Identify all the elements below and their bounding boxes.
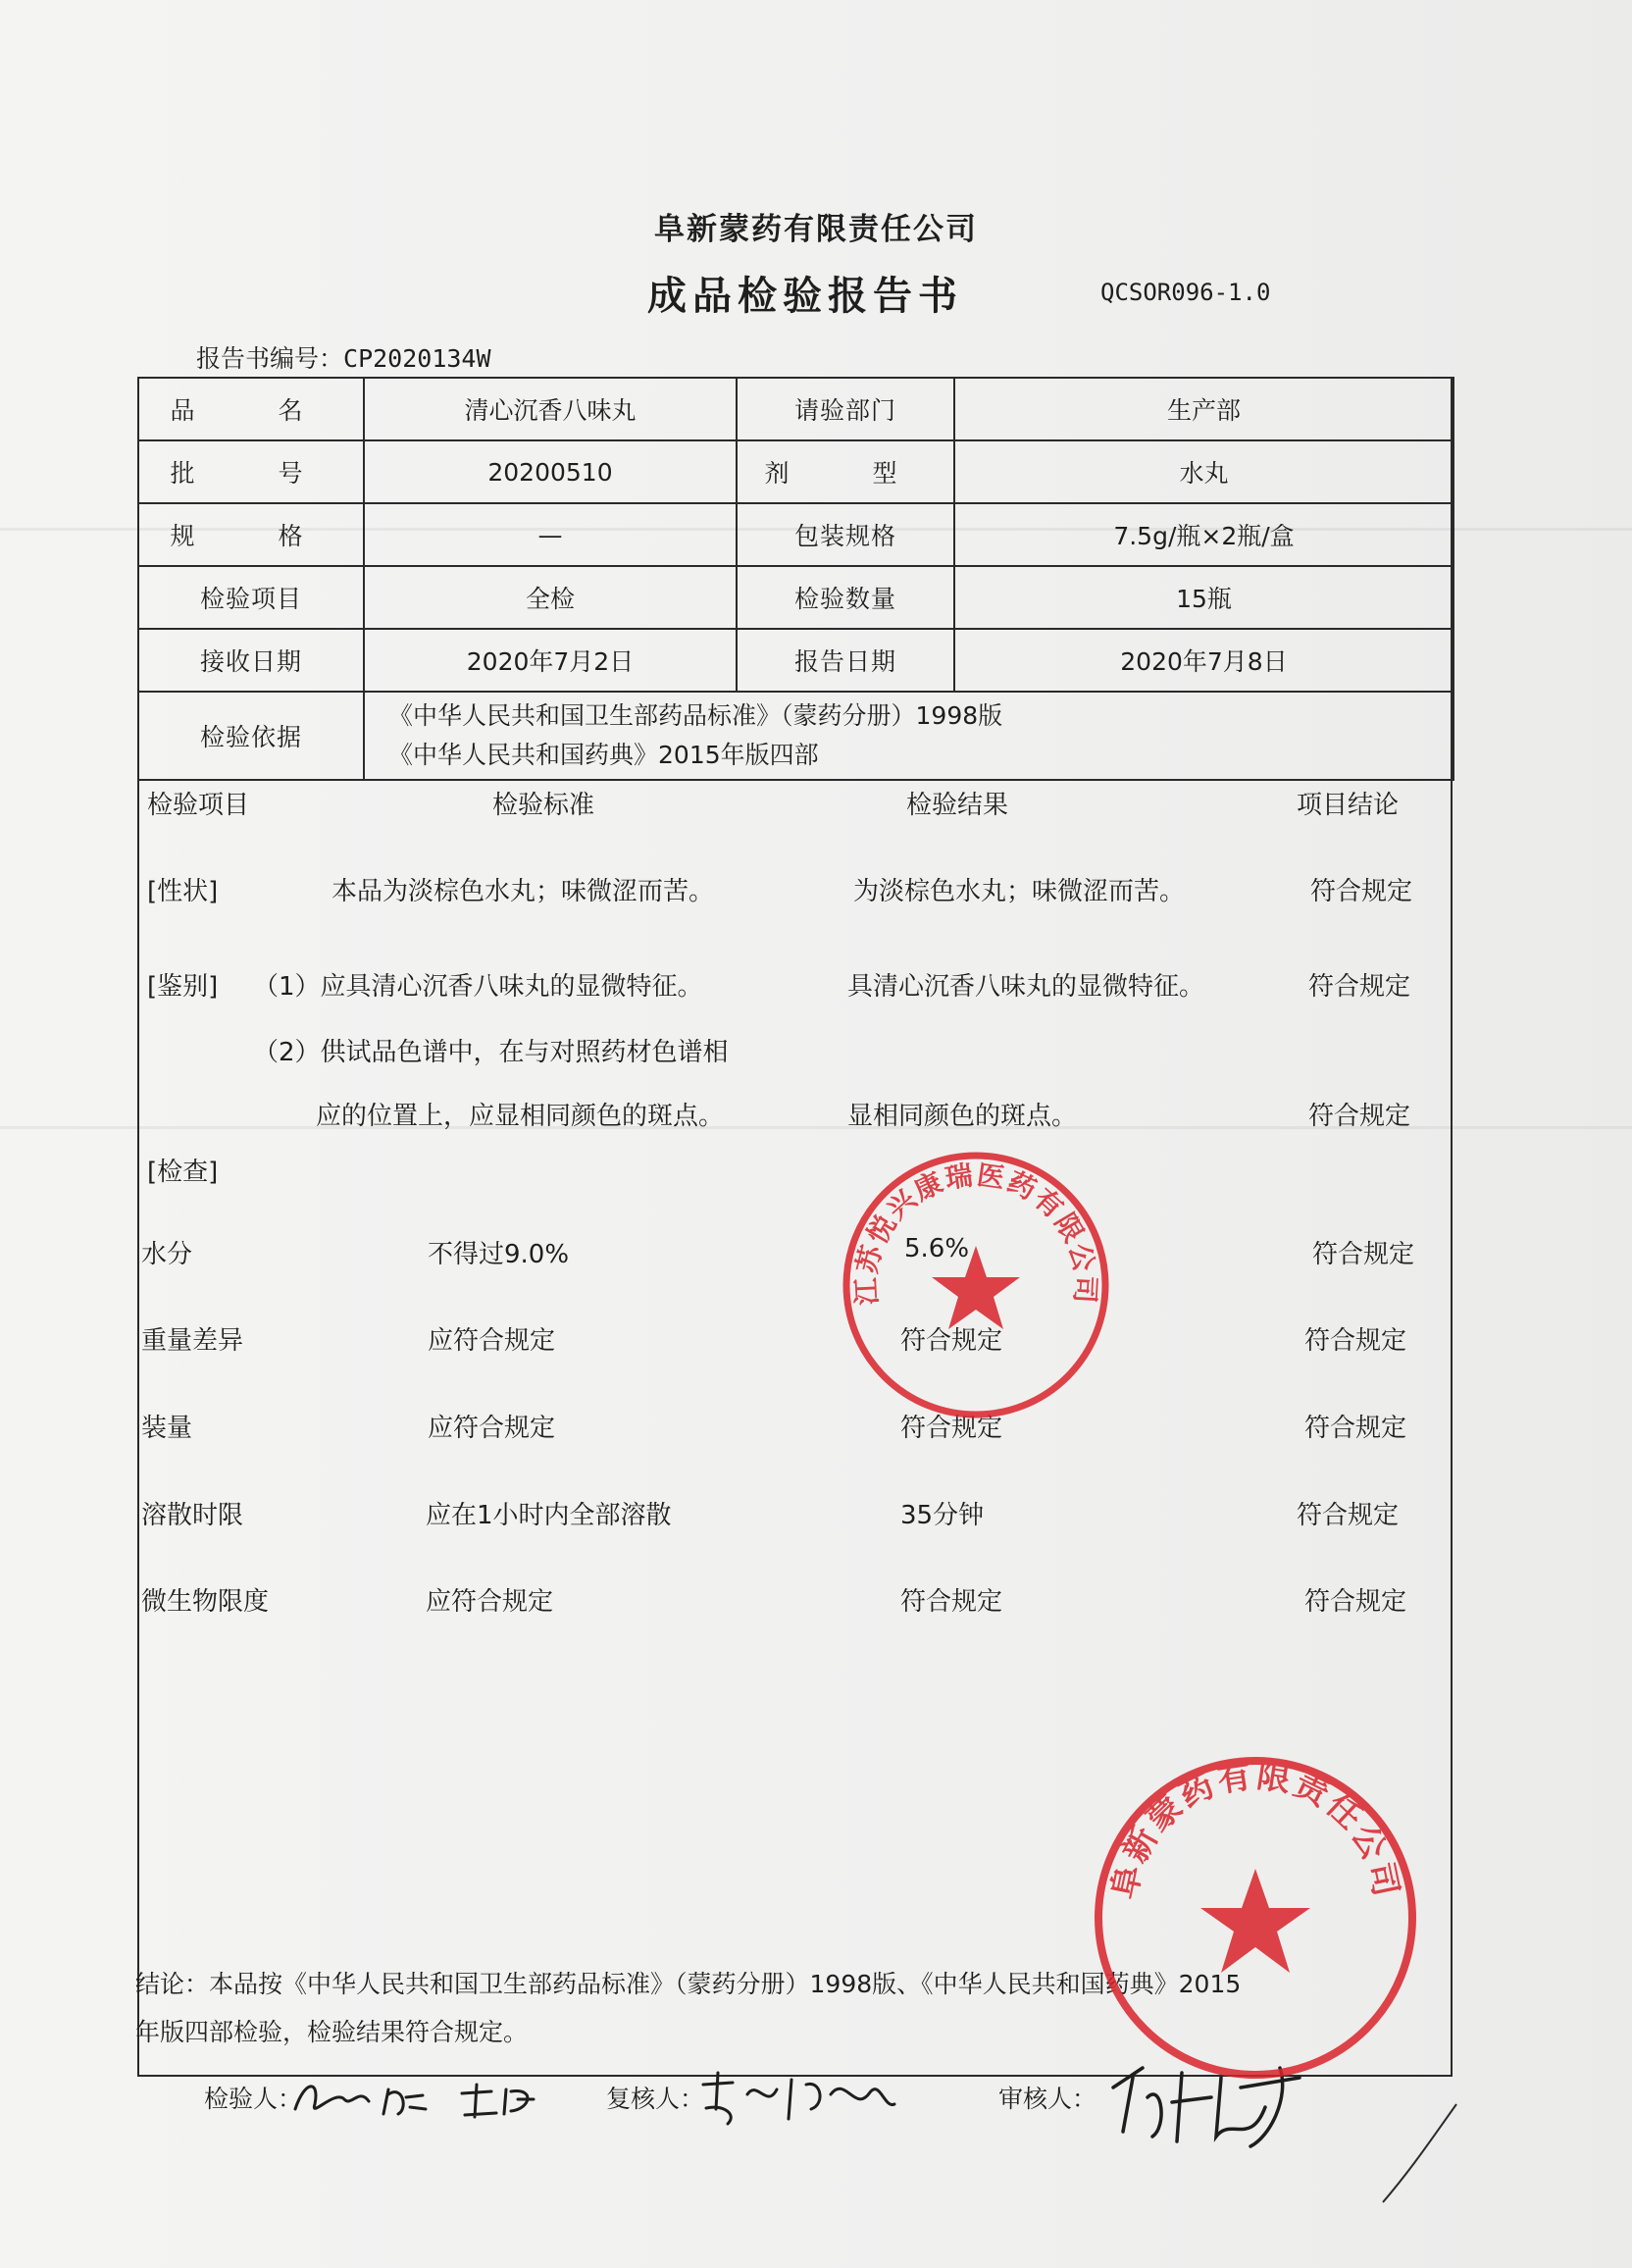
package-label: 包装规格 bbox=[737, 503, 954, 566]
product-name-value: 清心沉香八味丸 bbox=[364, 378, 737, 440]
check-item: 重量差异 bbox=[141, 1326, 244, 1356]
table-row bbox=[138, 692, 1454, 780]
quantity-value: 15瓶 bbox=[954, 566, 1454, 629]
check-result: 符合规定 bbox=[900, 1414, 1003, 1443]
identification-conclusion-2: 符合规定 bbox=[1308, 1102, 1411, 1131]
form-code: QCSOR096-1.0 bbox=[1100, 279, 1271, 306]
check-conclusion: 符合规定 bbox=[1312, 1240, 1415, 1269]
document-title: 成品检验报告书 bbox=[647, 274, 963, 319]
identification-standard-2b: 应的位置上，应显相同颜色的斑点。 bbox=[316, 1102, 725, 1131]
check-item: 微生物限度 bbox=[141, 1587, 270, 1617]
pen-stroke bbox=[1373, 2099, 1461, 2207]
identification-result-2: 显相同颜色的斑点。 bbox=[847, 1102, 1078, 1131]
check-result: 35分钟 bbox=[900, 1501, 985, 1530]
basis-line-1: 《中华人民共和国卫生部药品标准》（蒙药分册）1998版 bbox=[388, 701, 1003, 730]
table-row bbox=[138, 566, 1454, 629]
dosage-label: 剂 型 bbox=[737, 440, 954, 503]
check-item: 溶散时限 bbox=[141, 1501, 244, 1530]
conclusion-line-1: 结论：本品按《中华人民共和国卫生部药品标准》（蒙药分册）1998版、《中华人民共和国药典》2015 bbox=[135, 1970, 1242, 1998]
report-date-value: 2020年7月8日 bbox=[954, 629, 1454, 692]
check-result: 符合规定 bbox=[900, 1587, 1003, 1617]
report-date-label: 报告日期 bbox=[737, 629, 954, 692]
reviewer-label: 复核人： bbox=[606, 2085, 705, 2113]
report-number-value: CP2020134W bbox=[343, 344, 491, 373]
stamp-seal-1 bbox=[839, 1148, 1113, 1422]
check-conclusion: 符合规定 bbox=[1304, 1326, 1407, 1356]
batch-value: 20200510 bbox=[364, 440, 737, 503]
check-conclusion: 符合规定 bbox=[1304, 1587, 1407, 1617]
check-item: 装量 bbox=[141, 1414, 193, 1443]
svg-text:阜新蒙药有限责任公司: 阜新蒙药有限责任公司 bbox=[1104, 1756, 1406, 1903]
inspector-label: 检验人： bbox=[204, 2085, 303, 2113]
identification-result-1: 具清心沉香八味丸的显微特征。 bbox=[847, 972, 1205, 1002]
col-header-standard: 检验标准 bbox=[492, 791, 595, 820]
conclusion-line-2: 年版四部检验，检验结果符合规定。 bbox=[135, 2018, 529, 2046]
table-row bbox=[138, 378, 1454, 440]
check-standard: 应在1小时内全部溶散 bbox=[426, 1501, 672, 1530]
received-value: 2020年7月2日 bbox=[364, 629, 737, 692]
check-result: 符合规定 bbox=[900, 1326, 1003, 1356]
company-name: 阜新蒙药有限责任公司 bbox=[654, 212, 978, 247]
inspector-signature bbox=[290, 2070, 585, 2129]
character-label: [性状] bbox=[147, 877, 219, 906]
item-value: 全检 bbox=[364, 566, 737, 629]
dept-value: 生产部 bbox=[954, 378, 1454, 440]
table-row bbox=[138, 440, 1454, 503]
check-standard: 应符合规定 bbox=[428, 1326, 556, 1356]
check-item: 水分 bbox=[141, 1240, 193, 1269]
reviewer-signature bbox=[698, 2065, 904, 2134]
approver-label: 审核人： bbox=[998, 2085, 1097, 2113]
col-header-conclusion: 项目结论 bbox=[1297, 791, 1400, 820]
dept-label: 请验部门 bbox=[737, 378, 954, 440]
package-value: 7.5g/瓶×2瓶/盒 bbox=[954, 503, 1454, 566]
character-standard: 本品为淡棕色水丸；味微涩而苦。 bbox=[332, 877, 715, 906]
product-name-label: 品 名 bbox=[138, 378, 364, 440]
spec-value: — bbox=[364, 503, 737, 566]
basis-value bbox=[364, 692, 1454, 780]
check-conclusion: 符合规定 bbox=[1304, 1414, 1407, 1443]
check-standard: 不得过9.0% bbox=[428, 1240, 570, 1269]
info-table bbox=[137, 377, 1454, 781]
basis-label: 检验依据 bbox=[138, 692, 364, 780]
identification-conclusion-1: 符合规定 bbox=[1308, 972, 1411, 1002]
check-label: [检查] bbox=[147, 1158, 219, 1187]
col-header-item: 检验项目 bbox=[147, 791, 250, 820]
batch-label: 批 号 bbox=[138, 440, 364, 503]
stamp-seal-2 bbox=[1089, 1751, 1422, 2085]
check-conclusion: 符合规定 bbox=[1297, 1501, 1400, 1530]
check-standard: 应符合规定 bbox=[428, 1414, 556, 1443]
quantity-label: 检验数量 bbox=[737, 566, 954, 629]
item-label: 检验项目 bbox=[138, 566, 364, 629]
basis-line-2: 《中华人民共和国药典》2015年版四部 bbox=[388, 741, 819, 769]
table-row bbox=[138, 503, 1454, 566]
check-standard: 应符合规定 bbox=[426, 1587, 554, 1617]
dosage-value: 水丸 bbox=[954, 440, 1454, 503]
report-number-label: 报告书编号： bbox=[196, 344, 344, 373]
character-conclusion: 符合规定 bbox=[1310, 877, 1413, 906]
col-header-result: 检验结果 bbox=[906, 791, 1009, 820]
spec-label: 规 格 bbox=[138, 503, 364, 566]
identification-standard-1: （1）应具清心沉香八味丸的显微特征。 bbox=[253, 972, 703, 1002]
report-number bbox=[196, 339, 491, 375]
identification-standard-2a: （2）供试品色谱中，在与对照药材色谱相 bbox=[253, 1038, 729, 1067]
received-label: 接收日期 bbox=[138, 629, 364, 692]
character-result: 为淡棕色水丸；味微涩而苦。 bbox=[853, 877, 1186, 906]
table-row bbox=[138, 629, 1454, 692]
identification-label: [鉴别] bbox=[147, 972, 219, 1002]
check-result: 5.6% bbox=[904, 1234, 970, 1263]
svg-text:江苏悦兴康瑞医药有限公司: 江苏悦兴康瑞医药有限公司 bbox=[849, 1159, 1102, 1307]
